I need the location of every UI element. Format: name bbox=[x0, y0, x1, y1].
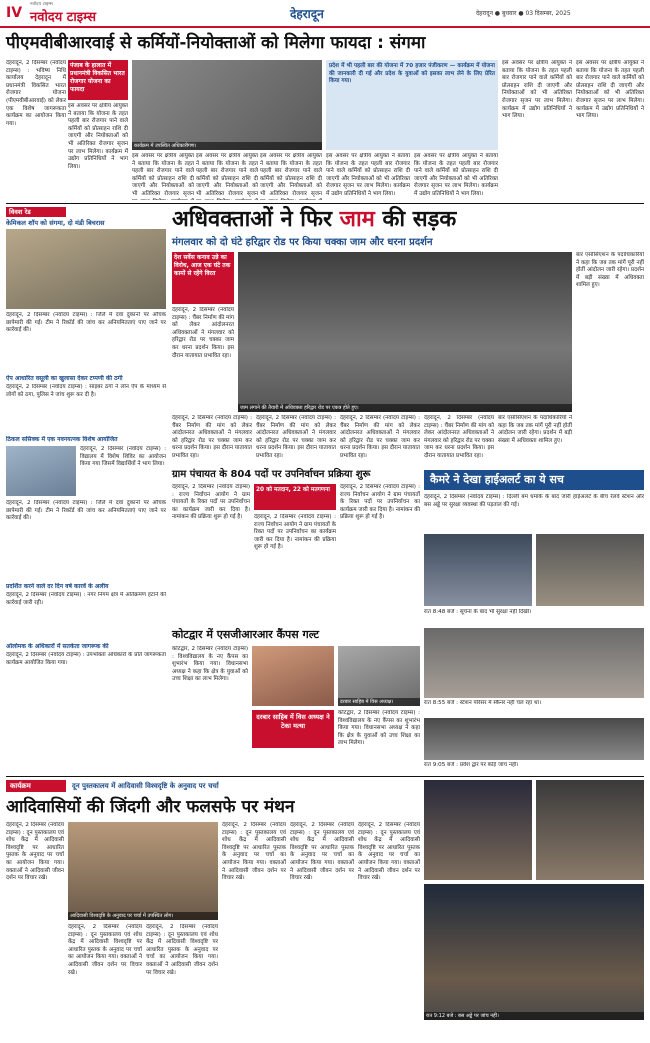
masthead-small-title: नवोदय टाइम्स bbox=[30, 2, 53, 7]
lawyers-photo bbox=[238, 252, 572, 412]
sting-sub2-body-cont: देहरादून, 2 दिसम्बर (नवोदय टाइम्स) : जिले में दवा दुकानों पर औचक छापेमारी की गई। टीम ने रिकॉर्ड की जांच कर अनियमितताएं पाए जाने पर कार्रवाई की। bbox=[6, 500, 166, 522]
lead-blue-box: प्रदेश में भी पहली बार की योजना में 70 हजार पंजीकरण — कार्यक्रम में योजना की जानकारी दी गई और प्रदेश के युवाओं को इसका लाभ लेने के लिए प्रेरित किया गया। bbox=[326, 60, 498, 150]
lawyers-body-2: देहरादून, 2 दिसम्बर (नवोदय टाइम्स) : चैंबर निर्माण की मांग को लेकर आंदोलनरत अधिवक्ताओं ने मंगलवार को हरिद्वार रोड पर चक्का जाम कर धरना प्रदर्शन किया। इस दौरान यातायात प्रभावित रहा। bbox=[172, 415, 252, 459]
panchayat-headline: ग्राम पंचायत के 804 पदों पर उपनिर्वाचन प्रक्रिया शुरू bbox=[172, 469, 371, 480]
sting-body: देहरादून, 2 दिसम्बर (नवोदय टाइम्स) : जिले में दवा दुकानों पर औचक छापेमारी की गई। टीम ने रिकॉर्ड की जांच कर अनियमितताएं पाए जाने पर कार्रवाई की। bbox=[6, 312, 166, 334]
paper-title: नवोदय टाइम्स bbox=[30, 10, 97, 25]
sting-sub4: ओलोमक के अधिकारों में सतर्कता जागरूक की bbox=[6, 643, 109, 650]
divider bbox=[6, 203, 644, 204]
lead-body-8: इस अवसर पर क्षेत्रीय आयुक्त ने बताया कि योजना के तहत पहली बार रोजगार पाने वाले कर्मियों को प्रोत्साहन राशि दी जाएगी और नियोक्ताओं को भी अतिरिक्त रोजगार सृजन पर लाभ मिलेगा। कार्यक्रम में उद्योग प्रतिनिधियों ने भाग लिया। bbox=[576, 60, 644, 120]
lead-byline: देहरादून, 2 दिसम्बर (नवोदय टाइम्स) : भविष्य निधि कार्यालय देहरादून में प्रधानमंत्री विकसित भारत रोजगार योजना (पीएमवीबीआरवाई) को लेकर एक विशेष जागरूकता कार्यक्रम का आयोजन किया गया। bbox=[6, 60, 66, 127]
camera-photo-3 bbox=[424, 628, 644, 698]
kotdwar-photo-2 bbox=[338, 646, 420, 706]
lawyers-body-4: देहरादून, 2 दिसम्बर (नवोदय टाइम्स) : चैंबर निर्माण की मांग को लेकर आंदोलनरत अधिवक्ताओं ने मंगलवार को हरिद्वार रोड पर चक्का जाम कर धरना प्रदर्शन किया। इस दौरान यातायात प्रभावित रहा। bbox=[340, 415, 420, 459]
lead-headline: पीएमवीबीआरवाई से कर्मियों-नियोक्ताओं को मिलेगा फायदा : संगमा bbox=[6, 33, 426, 53]
kotdwar-photo bbox=[252, 646, 334, 706]
tribal-photo-caption: आदिवासी विश्वदृष्टि के अनुवाद पर चर्चा में उपस्थित लोग। bbox=[68, 912, 218, 920]
sting-sub4-body: देहरादून, 2 दिसम्बर (नवोदय टाइम्स) : उपभोक्ता अधिकारों के प्रति जागरूकता कार्यक्रम आयोजित किया गया। bbox=[6, 652, 166, 666]
tribal-body-1: देहरादून, 2 दिसम्बर (नवोदय टाइम्स) : दून पुस्तकालय एवं शोध केंद्र में आदिवासी विश्वदृष्टि पर आधारित पुस्तक के अनुवाद पर चर्चा का आयोजन किया गया। वक्ताओं ने आदिवासी जीवन दर्शन पर विचार रखे। bbox=[6, 822, 64, 882]
lawyers-right-body: बार एसोसिएशन के पदाधिकारियों ने कहा कि जब तक मांगें पूरी नहीं होतीं आंदोलन जारी रहेगा। प्रदर्शन में बड़ी संख्या में अधिवक्ता शामिल हुए। bbox=[576, 252, 644, 289]
sting-sub3-body: देहरादून, 2 दिसम्बर (नवोदय टाइम्स) : नगर निगम क्षेत्र में अतिक्रमण हटाने की कार्रवाई जारी रही। bbox=[6, 592, 166, 606]
lawyers-body-5: देहरादून, 2 दिसम्बर (नवोदय टाइम्स) : चैंबर निर्माण की मांग को लेकर आंदोलनरत अधिवक्ताओं ने मंगलवार को हरिद्वार रोड पर चक्का जाम कर धरना प्रदर्शन किया। इस दौरान यातायात प्रभावित रहा। bbox=[424, 415, 494, 459]
city-label: देहरादून bbox=[290, 7, 324, 21]
lead-body-7: इस अवसर पर क्षेत्रीय आयुक्त ने बताया कि योजना के तहत पहली बार रोजगार पाने वाले कर्मियों को प्रोत्साहन राशि दी जाएगी और नियोक्ताओं को भी अतिरिक्त रोजगार सृजन पर लाभ मिलेगा। कार्यक्रम में उद्योग प्रतिनिधियों ने भाग लिया। bbox=[502, 60, 572, 120]
kotdwar-body-1: कोटद्वार, 2 दिसम्बर (नवोदय टाइम्स) : विश्वविद्यालय के नए कैंपस का शुभारंभ किया गया। विधानसभा अध्यक्ष ने कहा कि क्षेत्र के युवाओं को उच्च शिक्षा का लाभ मिलेगा। bbox=[172, 646, 248, 683]
lead-body-5: इस अवसर पर क्षेत्रीय आयुक्त ने बताया कि योजना के तहत पहली बार रोजगार पाने वाले कर्मियों को प्रोत्साहन राशि दी जाएगी और नियोक्ताओं को भी अतिरिक्त रोजगार सृजन पर लाभ मिलेगा। कार्यक्रम में उद्योग प्रतिनिधियों ने भाग लिया। bbox=[326, 153, 410, 197]
lawyers-kicker: देश सर्वेस कनाव उन्ने का विरोध, आज एक घंटे तक कामों से रहेंगे विरत bbox=[172, 252, 234, 304]
tribal-headline: आदिवासियों की जिंदगी और फलसफे पर मंथन bbox=[6, 797, 295, 817]
masthead bbox=[0, 0, 650, 28]
camera-photo-6 bbox=[536, 780, 644, 880]
lawyers-headline-pre: अधिवक्ताओं ने फिर bbox=[172, 207, 332, 232]
divider bbox=[6, 776, 644, 777]
lawyers-headline-post: की सड़क bbox=[382, 207, 457, 232]
camera-photo-4 bbox=[424, 718, 644, 760]
sting-sub1: ऐप आधारित वसूली का खुलासा देकर टप्पणी की ठगी bbox=[6, 375, 123, 382]
camera-photo-5 bbox=[424, 780, 532, 880]
tribal-strap: दून पुस्तकालय में आदिवासी विश्वदृष्टि के अनुवाद पर चर्चा bbox=[72, 782, 219, 790]
tribal-body-6: देहरादून, 2 दिसम्बर (नवोदय टाइम्स) : दून पुस्तकालय एवं शोध केंद्र में आदिवासी विश्वदृष्टि पर आधारित पुस्तक के अनुवाद पर चर्चा का आयोजन किया गया। वक्ताओं ने आदिवासी जीवन दर्शन पर विचार रखे। bbox=[358, 822, 420, 882]
kotdwar-callout: दरबार साहिब में विस अध्यक्ष ने टेका मत्था bbox=[252, 710, 334, 748]
sting-sub3: प्रदर्शित करने वाले दर दिन वर्ष कारवें के अलीय bbox=[6, 583, 109, 590]
date-line: देहरादून ● बुधवार ● 03 दिसम्बर, 2025 bbox=[476, 10, 571, 17]
lawyers-deck: मंगलवार को दो घंटे हरिद्वार रोड पर किया चक्का जाम और धरना प्रदर्शन bbox=[172, 237, 433, 248]
lead-body-4: इस अवसर पर क्षेत्रीय आयुक्त ने बताया कि योजना के तहत पहली बार रोजगार पाने वाले कर्मियों को प्रोत्साहन राशि दी जाएगी और नियोक्ताओं को भी अतिरिक्त रोजगार सृजन bbox=[260, 153, 322, 197]
lawyers-body-3: देहरादून, 2 दिसम्बर (नवोदय टाइम्स) : चैंबर निर्माण की मांग को लेकर आंदोलनरत अधिवक्ताओं ने मंगलवार को हरिद्वार रोड पर चक्का जाम कर धरना प्रदर्शन किया। इस दौरान यातायात प्रभावित रहा। bbox=[256, 415, 336, 459]
kotdwar-headline: कोटद्वार में एसजीआरआर कैंपस गल्ट bbox=[172, 628, 320, 641]
kotdwar-body-2: कोटद्वार, 2 दिसम्बर (नवोदय टाइम्स) : विश्वविद्यालय के नए कैंपस का शुभारंभ किया गया। विधानसभा अध्यक्ष ने कहा कि क्षेत्र के युवाओं को उच्च शिक्षा का लाभ मिलेगा। bbox=[338, 710, 420, 747]
tribal-tag: कार्यक्रम bbox=[6, 780, 66, 792]
panchayat-body-3: देहरादून, 2 दिसम्बर (नवोदय टाइम्स) : राज्य निर्वाचन आयोग ने ग्राम पंचायतों के रिक्त पदों पर उपनिर्वाचन का कार्यक्रम जारी कर दिया है। नामांकन की प्रक्रिया शुरू हो गई है। bbox=[340, 484, 420, 521]
camera-body: देहरादून, 2 दिसम्बर (नवोदय टाइम्स) : दिल्ली बम धमाके के बाद जारी हाईअलर्ट के बीच रेलवे स्टेशन और बस अड्डे पर सुरक्षा व्यवस्था की पड़ताल की गई। bbox=[424, 494, 644, 508]
camera-headline: कैमरे ने देखा हाईअलर्ट का ये सच bbox=[424, 470, 644, 490]
page-number: IV bbox=[6, 5, 23, 21]
lead-body-2: इस अवसर पर क्षेत्रीय आयुक्त ने बताया कि योजना के तहत पहली बार रोजगार पाने वाले कर्मियों को प्रोत्साहन राशि दी जाएगी और नियोक्ताओं को भी अतिरिक्त रोजगार सृजन bbox=[132, 153, 194, 197]
lawyers-headline-red: जाम bbox=[339, 207, 375, 232]
tribal-body-3: देहरादून, 2 दिसम्बर (नवोदय टाइम्स) : दून पुस्तकालय एवं शोध केंद्र में आदिवासी विश्वदृष्टि पर आधारित पुस्तक के अनुवाद पर चर्चा का आयोजन किया गया। वक्ताओं ने आदिवासी जीवन दर्शन पर विचार रखे। bbox=[146, 924, 218, 976]
lawyers-body-1: देहरादून, 2 दिसम्बर (नवोदय टाइम्स) : चैंबर निर्माण की मांग को लेकर आंदोलनरत अधिवक्ताओं ने मंगलवार को हरिद्वार रोड पर चक्का जाम कर धरना प्रदर्शन किया। इस दौरान यातायात प्रभावित रहा। bbox=[172, 307, 234, 359]
camera-photo-2 bbox=[536, 534, 644, 606]
sting-photo-2 bbox=[6, 446, 76, 496]
lead-body-1: इस अवसर पर क्षेत्रीय आयुक्त ने बताया कि योजना के तहत पहली बार रोजगार पाने वाले कर्मियों को प्रोत्साहन राशि दी जाएगी और नियोक्ताओं को भी अतिरिक्त रोजगार सृजन पर लाभ मिलेगा। कार्यक्रम में उद्योग प्रतिनिधियों ने भाग लिया। bbox=[68, 103, 128, 170]
lawyers-photo-caption: जाम लगाने की तैयारी में अधिवक्ता हरिद्वार रोड पर एकत्र होते हुए। bbox=[238, 404, 572, 412]
kotdwar-photo-caption: दरबार साहिब में विस अध्यक्ष। bbox=[338, 698, 420, 706]
camera-caption-3: रात 9:05 बजे : प्रवेश द्वार पर कोई जांच नहीं। bbox=[424, 762, 519, 768]
tribal-photo bbox=[68, 822, 218, 920]
tribal-body-2: देहरादून, 2 दिसम्बर (नवोदय टाइम्स) : दून पुस्तकालय एवं शोध केंद्र में आदिवासी विश्वदृष्टि पर आधारित पुस्तक के अनुवाद पर चर्चा का आयोजन किया गया। वक्ताओं ने आदिवासी जीवन दर्शन पर विचार रखे। bbox=[68, 924, 142, 976]
panchayat-body-2: देहरादून, 2 दिसम्बर (नवोदय टाइम्स) : राज्य निर्वाचन आयोग ने ग्राम पंचायतों के रिक्त पदों पर उपनिर्वाचन का कार्यक्रम जारी कर दिया है। नामांकन की प्रक्रिया शुरू हो गई है। bbox=[254, 514, 336, 551]
lead-body-6: इस अवसर पर क्षेत्रीय आयुक्त ने बताया कि योजना के तहत पहली बार रोजगार पाने वाले कर्मियों को प्रोत्साहन राशि दी जाएगी और नियोक्ताओं को भी अतिरिक्त रोजगार सृजन पर लाभ मिलेगा। कार्यक्रम में उद्योग प्रतिनिधियों ने भाग लिया। bbox=[414, 153, 498, 197]
lead-kicker: पंजाब के हालात में प्रधानमंत्री विकसित भारत रोजगार योजना का फायदा bbox=[68, 60, 128, 100]
tribal-body-4: देहरादून, 2 दिसम्बर (नवोदय टाइम्स) : दून पुस्तकालय एवं शोध केंद्र में आदिवासी विश्वदृष्टि पर आधारित पुस्तक के अनुवाद पर चर्चा का आयोजन किया गया। वक्ताओं ने आदिवासी जीवन दर्शन पर विचार रखे। bbox=[222, 822, 286, 882]
sting-photo bbox=[6, 229, 166, 309]
sting-tag: विवश रेड bbox=[6, 207, 66, 217]
sting-headline: केमिकल शॉप को संगमा, दो मंडी बिचरास bbox=[6, 219, 105, 227]
panchayat-kicker: 20 को मतदान, 22 को मतगणना bbox=[254, 484, 336, 510]
tribal-body-5: देहरादून, 2 दिसम्बर (नवोदय टाइम्स) : दून पुस्तकालय एवं शोध केंद्र में आदिवासी विश्वदृष्टि पर आधारित पुस्तक के अनुवाद पर चर्चा का आयोजन किया गया। वक्ताओं ने आदिवासी जीवन दर्शन पर विचार रखे। bbox=[290, 822, 354, 882]
camera-photo-7-caption: रात 9:12 बजे : बस अड्डे पर जांच नहीं। bbox=[424, 1012, 644, 1020]
lawyers-body-6: बार एसोसिएशन के पदाधिकारियों ने कहा कि जब तक मांगें पूरी नहीं होतीं आंदोलन जारी रहेगा। प्रदर्शन में बड़ी संख्या में अधिवक्ता शामिल हुए। bbox=[498, 415, 572, 444]
lead-photo-caption: कार्यक्रम में उपस्थित अधिकारीगण। bbox=[132, 142, 322, 150]
sting-sub1-body: देहरादून, 2 दिसम्बर (नवोदय टाइम्स) : साइबर ठगों ने लोन ऐप के माध्यम से लोगों को ठगा, पुलिस ने जांच शुरू कर दी है। bbox=[6, 384, 166, 398]
sting-sub2: ठिकल ससिक्क में एक नवनयत्नक विशेष आयोजित bbox=[6, 436, 118, 443]
sting-sub2-body: देहरादून, 2 दिसम्बर (नवोदय टाइम्स) : विद्यालय में विशेष शिविर का आयोजन किया गया जिसमें विद्यार्थियों ने भाग लिया। bbox=[80, 446, 166, 468]
lead-photo bbox=[132, 60, 322, 150]
camera-photo-7 bbox=[424, 884, 644, 1020]
panchayat-body-1: देहरादून, 2 दिसम्बर (नवोदय टाइम्स) : राज्य निर्वाचन आयोग ने ग्राम पंचायतों के रिक्त पदों पर उपनिर्वाचन का कार्यक्रम जारी कर दिया है। नामांकन की प्रक्रिया शुरू हो गई है। bbox=[172, 484, 250, 521]
lead-body-3: इस अवसर पर क्षेत्रीय आयुक्त ने बताया कि योजना के तहत पहली बार रोजगार पाने वाले कर्मियों को प्रोत्साहन राशि दी जाएगी और नियोक्ताओं को भी अतिरिक्त रोजगार सृजन bbox=[196, 153, 258, 197]
camera-caption-1: रात 8:48 बजे : सूचना के बाद भी सुरक्षा नहीं दिखी। bbox=[424, 609, 532, 615]
lawyers-headline bbox=[172, 207, 642, 233]
camera-caption-2: रात 8:55 बजे : स्टेशन परिसर में स्कैनर नहीं चल रहा था। bbox=[424, 700, 542, 706]
camera-photo-1 bbox=[424, 534, 532, 606]
